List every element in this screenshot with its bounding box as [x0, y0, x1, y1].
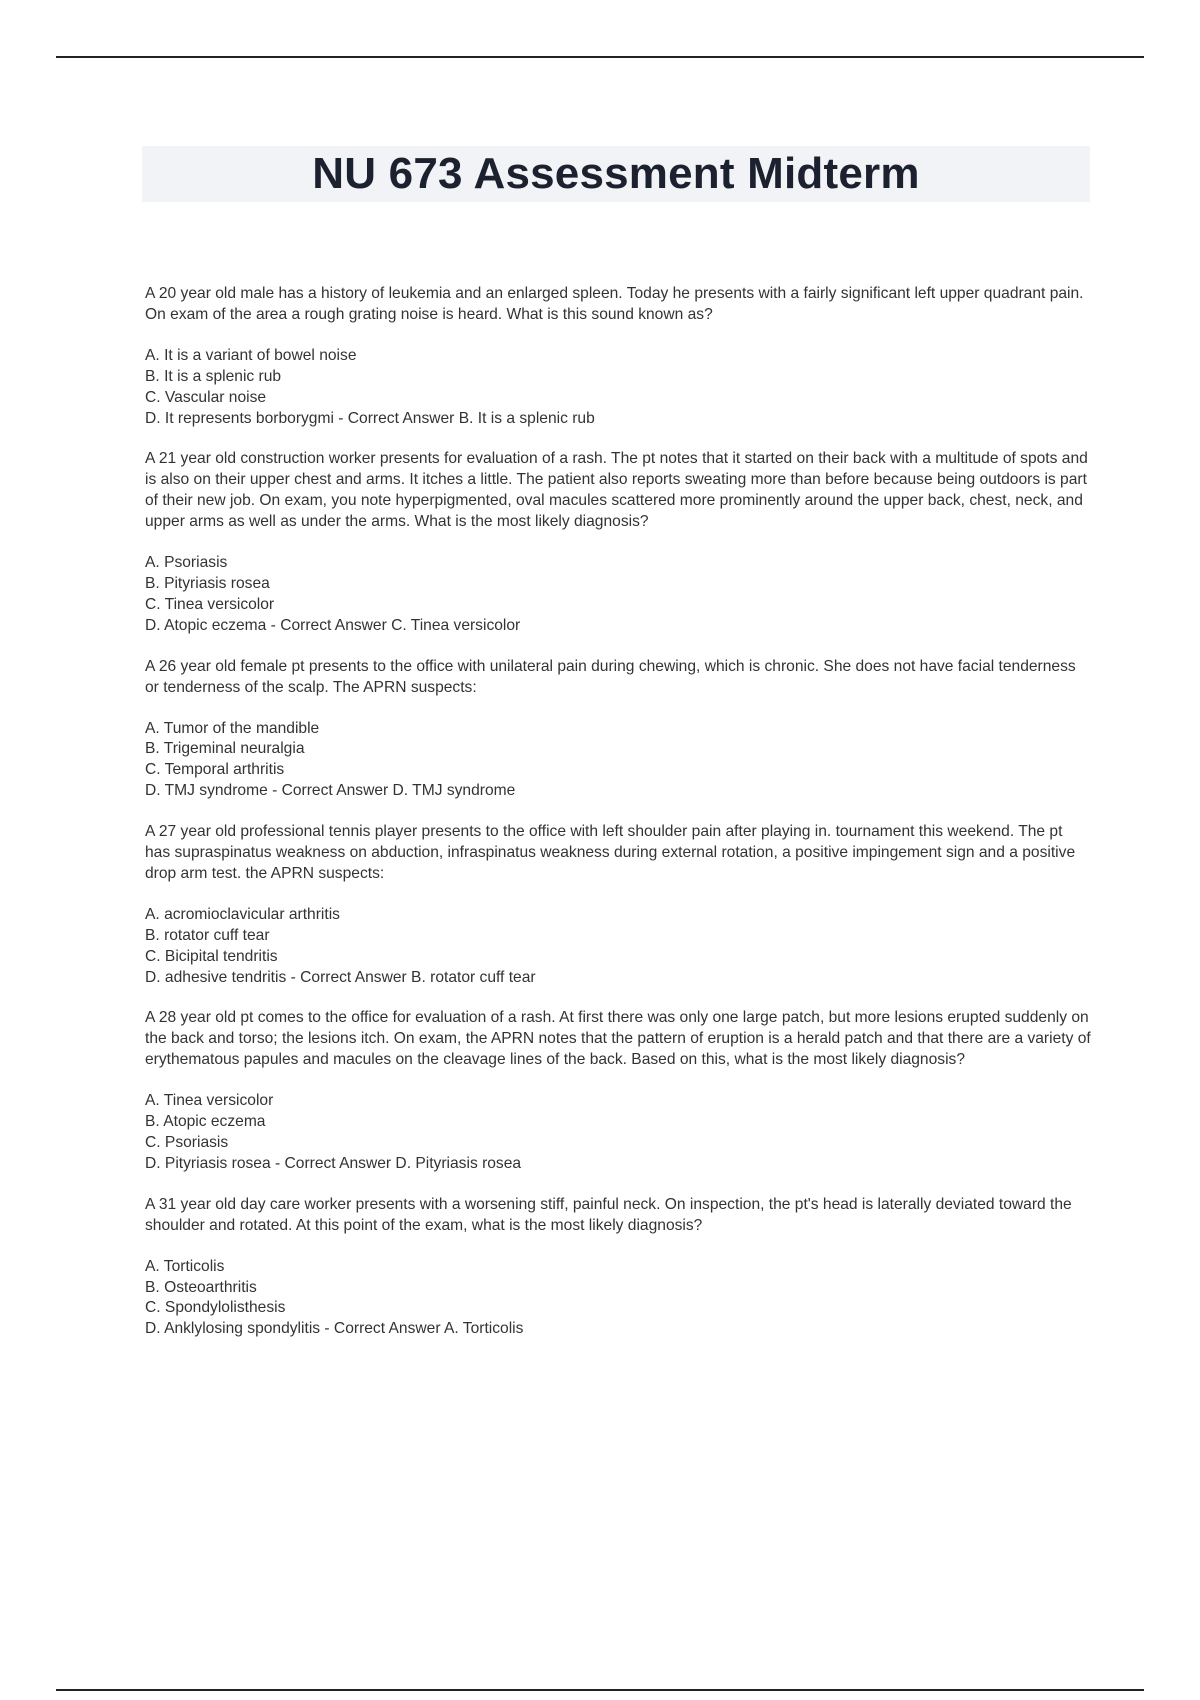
- answer-option: C. Vascular noise: [145, 388, 267, 406]
- answer-option-with-correct-answer: D. Pityriasis rosea - Correct Answer D. Pityriasis rosea: [145, 1154, 522, 1172]
- question-block: [145, 1195, 1091, 1340]
- question-stem: A 27 year old professional tennis player presents to the office with left shoulder pain after playing in. tournament this weekend. The pt has supraspinatus weakness on abduction, infraspinatus weakness during external rotation, a positive impingement sign and a positive drop arm test. the APRN suspects:: [145, 823, 1076, 882]
- answer-option: B. Osteoarthritis: [145, 1278, 257, 1296]
- question-stem: A 20 year old male has a history of leukemia and an enlarged spleen. Today he presents with a fairly significant left upper quadrant pain. On exam of the area a rough grating noise is heard. What is this sound known as?: [145, 285, 1084, 323]
- answer-options: [145, 1091, 1091, 1175]
- question-block: [145, 449, 1091, 636]
- answer-option: B. Pityriasis rosea: [145, 574, 270, 592]
- question-block: [145, 284, 1091, 429]
- answer-option: C. Spondylolisthesis: [145, 1299, 286, 1317]
- top-rule: [56, 56, 1144, 58]
- answer-option: B. Trigeminal neuralgia: [145, 740, 305, 758]
- answer-option-with-correct-answer: D. adhesive tendritis - Correct Answer B. rotator cuff tear: [145, 968, 536, 986]
- answer-option: A. It is a variant of bowel noise: [145, 346, 357, 364]
- answer-option-with-correct-answer: D. It represents borborygmi - Correct Answer B. It is a splenic rub: [145, 409, 595, 427]
- question-stem: A 28 year old pt comes to the office for evaluation of a rash. At first there was only one large patch, but more lesions erupted suddenly on the back and torso; the lesions itch. On exam, the APRN notes that the pattern of eruption is a herald patch and that there are a variety of erythematous papules and macules on the cleavage lines of the back. Based on this, what is the most likely diagnosis?: [145, 1009, 1091, 1069]
- answer-options: [145, 1257, 1091, 1341]
- answer-option-with-correct-answer: D. Anklylosing spondylitis - Correct Answer A. Torticolis: [145, 1320, 524, 1338]
- answer-option: A. Psoriasis: [145, 554, 228, 572]
- answer-options: [145, 905, 1091, 989]
- question-block: [145, 1008, 1091, 1174]
- question-stem: A 21 year old construction worker presents for evaluation of a rash. The pt notes that it started on their back with a multitude of spots and is also on their upper chest and arms. It itches a little. The patient also reports sweating more than before because being outdoors is part of their new job. On exam, you note hyperpigmented, oval macules scattered more prominently around the upper back, chest, neck, and upper arms as well as under the arms. What is the most likely diagnosis?: [145, 450, 1088, 531]
- answer-option: C. Psoriasis: [145, 1134, 229, 1151]
- answer-option: C. Tinea versicolor: [145, 595, 275, 613]
- title-banner: [142, 146, 1090, 202]
- answer-option: B. Atopic eczema: [145, 1113, 266, 1131]
- question-list: [145, 284, 1091, 1360]
- answer-options: [145, 719, 1091, 803]
- question-block: [145, 657, 1091, 802]
- answer-option-with-correct-answer: D. TMJ syndrome - Correct Answer D. TMJ syndrome: [145, 782, 516, 800]
- answer-option: B. rotator cuff tear: [145, 926, 270, 944]
- document-title: NU 673 Assessment Midterm: [312, 149, 920, 198]
- answer-option: C. Bicipital tendritis: [145, 947, 278, 965]
- answer-options: [145, 553, 1091, 637]
- answer-option: A. Tumor of the mandible: [145, 719, 320, 737]
- answer-options: [145, 346, 1091, 430]
- answer-option: A. acromioclavicular arthritis: [145, 905, 340, 923]
- question-stem: A 26 year old female pt presents to the office with unilateral pain during chewing, which is chronic. She does not have facial tenderness or tenderness of the scalp. The APRN suspects:: [145, 657, 1076, 696]
- answer-option: A. Tinea versicolor: [145, 1092, 274, 1110]
- question-stem: A 31 year old day care worker presents with a worsening stiff, painful neck. On inspection, the pt's head is laterally deviated toward the shoulder and rotated. At this point of the exam, what is the most likely diagnosis?: [145, 1195, 1072, 1234]
- answer-option-with-correct-answer: D. Atopic eczema - Correct Answer C. Tinea versicolor: [145, 616, 521, 634]
- answer-option: A. Torticolis: [145, 1257, 225, 1275]
- question-block: [145, 822, 1091, 988]
- answer-option: B. It is a splenic rub: [145, 367, 282, 385]
- answer-option: C. Temporal arthritis: [145, 761, 285, 779]
- bottom-rule: [56, 1689, 1144, 1691]
